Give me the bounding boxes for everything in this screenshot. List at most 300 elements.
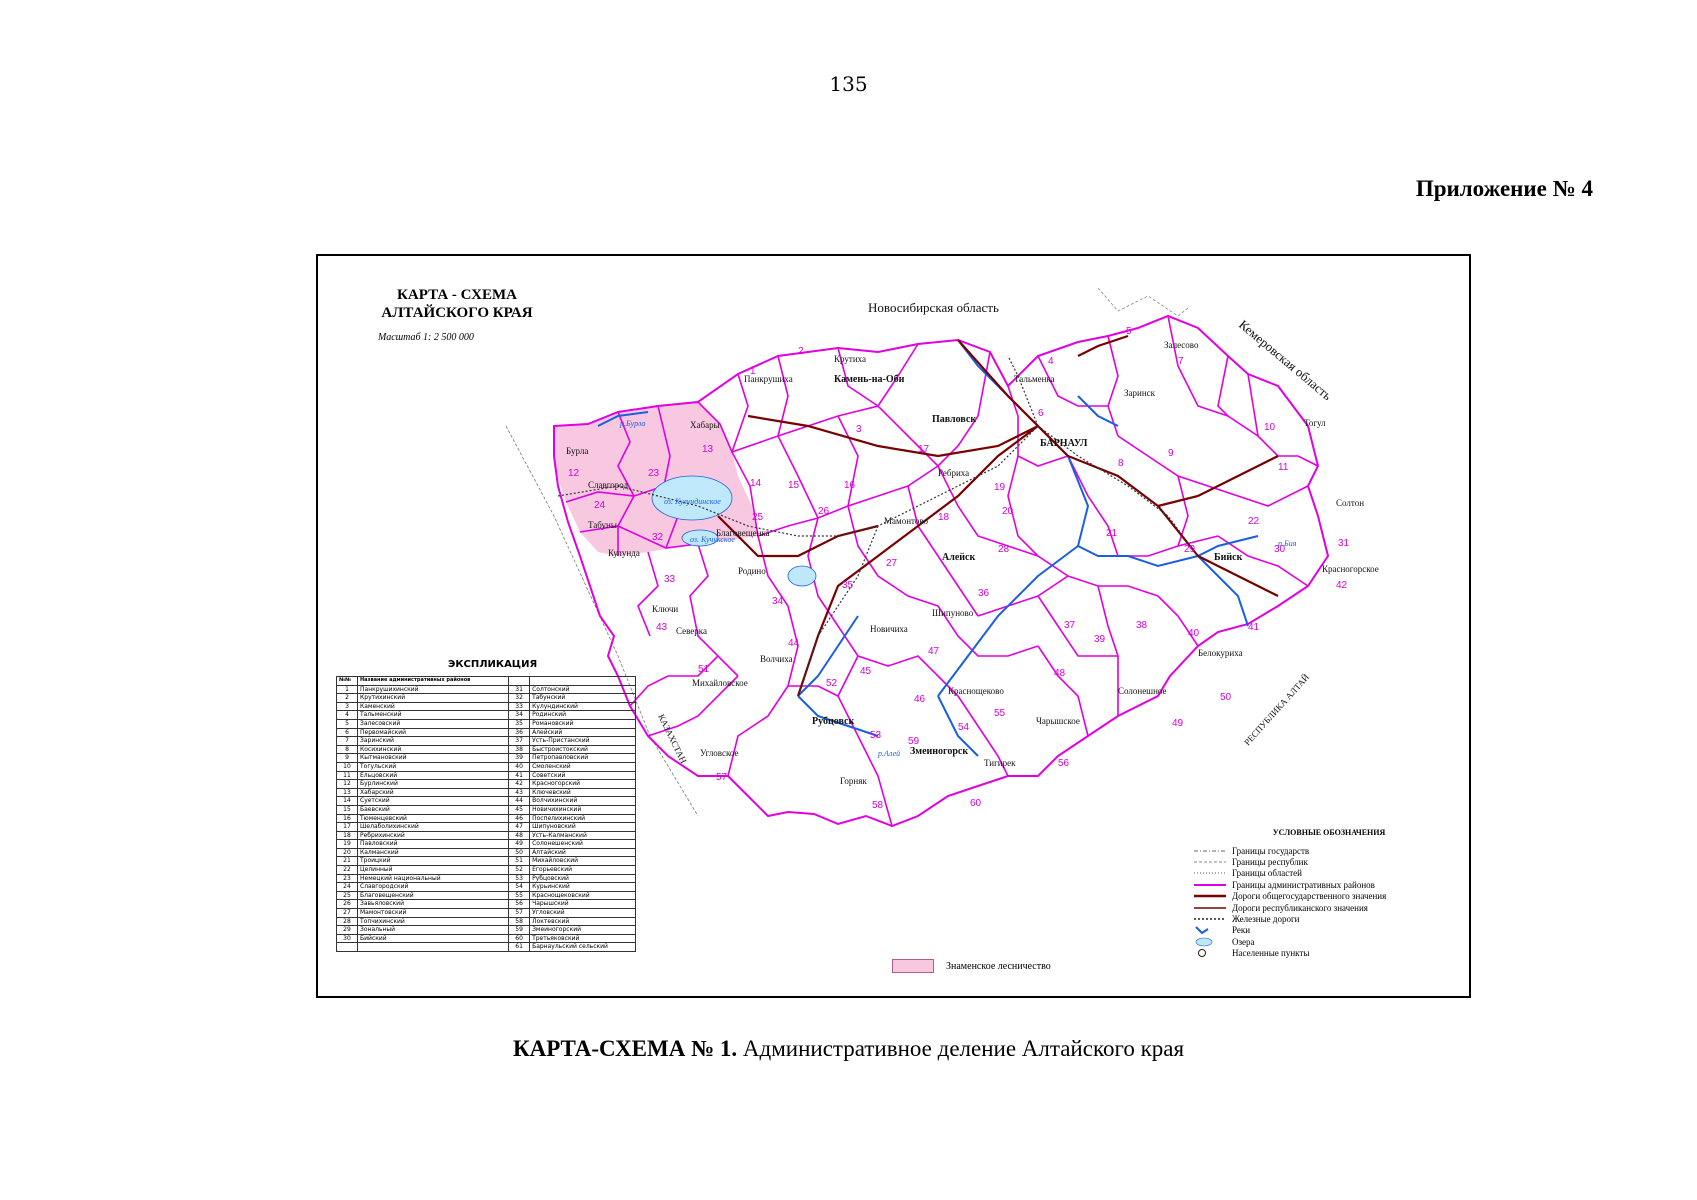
district-number: 55 [509, 891, 530, 900]
svg-text:38: 38 [1136, 620, 1148, 631]
district-name: Ключевский [530, 788, 636, 797]
explication-row [337, 728, 636, 737]
place-rebrikha: Ребриха [938, 468, 970, 478]
district-name: Петропавловский [530, 754, 636, 763]
svg-text:29: 29 [1184, 544, 1196, 555]
district-name: Усть-Пристанский [530, 737, 636, 746]
explication-row [337, 909, 636, 918]
label-novosibirsk: Новосибирская область [868, 300, 999, 315]
place-severka: Северка [676, 626, 708, 636]
district-name: Локтевский [530, 917, 636, 926]
district-name: Красногорский [530, 780, 636, 789]
state-symbol-icon [1194, 846, 1226, 856]
explication-row [337, 883, 636, 892]
district-number: 27 [337, 909, 358, 918]
district-number: 8 [337, 745, 358, 754]
legend-title: УСЛОВНЫЕ ОБОЗНАЧЕНИЯ [1272, 828, 1386, 837]
district-name: Табунский [530, 694, 636, 703]
svg-text:21: 21 [1106, 528, 1118, 539]
district-name: Немецкий национальный [358, 874, 509, 883]
place-soloneshnoe: Солонешное [1118, 686, 1167, 696]
river-symbol-icon [1194, 925, 1226, 935]
place-shipunovo: Шипуново [932, 608, 974, 618]
district-name: Зональный [358, 926, 509, 935]
place-tabuny: Табуны [588, 520, 617, 530]
explication-row [337, 702, 636, 711]
district-number: 47 [509, 823, 530, 832]
svg-text:42: 42 [1336, 580, 1348, 591]
district-name: Бурлинский [358, 780, 509, 789]
district-number: 25 [337, 891, 358, 900]
svg-text:12: 12 [568, 468, 580, 479]
road-fed-symbol-icon [1194, 891, 1226, 901]
district-name: Мамонтовский [358, 909, 509, 918]
district-name: Первомайский [358, 728, 509, 737]
district-number: 6 [337, 728, 358, 737]
district-name: Усть-Калманский [530, 831, 636, 840]
legend-label: Границы государств [1232, 845, 1310, 856]
explication-row [337, 814, 636, 823]
svg-text:34: 34 [772, 596, 784, 607]
place-mikhaylovskoe: Михайловское [692, 678, 748, 688]
district-name: Алейский [530, 728, 636, 737]
svg-text:30: 30 [1274, 544, 1286, 555]
district-number: 32 [509, 694, 530, 703]
explication-row [337, 891, 636, 900]
district-name: Тюменцевский [358, 814, 509, 823]
city-zarinsk: Заринск [1124, 388, 1156, 398]
legend-label: Границы республик [1232, 857, 1308, 868]
svg-text:25: 25 [752, 512, 764, 523]
city-pavlovsk: Павловск [932, 414, 977, 425]
district-name [358, 943, 509, 952]
lake-label-kulundinskoe: оз. Кулундинское [664, 497, 721, 506]
place-khabary: Хабары [690, 420, 720, 430]
district-name: Шипуновский [530, 823, 636, 832]
place-krasnogorskoe: Красногорское [1322, 564, 1379, 574]
explication-row [337, 926, 636, 935]
place-klyuchi: Ключи [652, 604, 679, 614]
district-number: 18 [337, 831, 358, 840]
svg-text:27: 27 [886, 558, 898, 569]
explication-row [337, 745, 636, 754]
explication-row [337, 805, 636, 814]
svg-text:19: 19 [994, 482, 1006, 493]
republic-symbol-icon [1194, 857, 1226, 867]
svg-text:39: 39 [1094, 634, 1106, 645]
svg-text:47: 47 [928, 646, 940, 657]
district-name: Тогульский [358, 762, 509, 771]
district-name: Ребрихинский [358, 831, 509, 840]
svg-text:15: 15 [788, 480, 800, 491]
district-name: Крутихинский [358, 694, 509, 703]
svg-text:60: 60 [970, 798, 982, 809]
place-mamontovo: Мамонтово [884, 516, 929, 526]
district-name: Бийский [358, 934, 509, 943]
district-name: Завьяловский [358, 900, 509, 909]
district-number: 17 [337, 823, 358, 832]
city-slavgorod: Славгород [588, 480, 629, 490]
district-number: 33 [509, 702, 530, 711]
rail-symbol-icon [1194, 914, 1226, 924]
svg-text:2: 2 [798, 346, 804, 357]
district-name: Смоленский [530, 762, 636, 771]
explication-row [337, 917, 636, 926]
district-number: 52 [509, 866, 530, 875]
river-label-biya: р.Бия [1278, 539, 1297, 548]
district-number: 28 [337, 917, 358, 926]
explication-row [337, 737, 636, 746]
settlement-symbol-icon [1194, 948, 1226, 958]
district-number: 43 [509, 788, 530, 797]
city-biysk: Бийск [1214, 552, 1243, 563]
explication-row [337, 840, 636, 849]
district-number: 31 [509, 685, 530, 694]
district-name: Топчихинский [358, 917, 509, 926]
district-name: Славгородский [358, 883, 509, 892]
appendix-label: Приложение № 4 [1415, 176, 1593, 201]
svg-text:40: 40 [1188, 628, 1200, 639]
district-name: Родинский [530, 711, 636, 720]
legend-item [1194, 902, 1464, 913]
svg-text:35: 35 [842, 580, 854, 591]
legend-item [1194, 856, 1464, 867]
explication-row [337, 857, 636, 866]
forestry-swatch [892, 959, 934, 973]
map-frame [316, 254, 1471, 998]
place-blagoveshchenka: Благовещенка [716, 528, 770, 538]
svg-text:4: 4 [1048, 356, 1054, 367]
district-name: Курьинский [530, 883, 636, 892]
city-barnaul: БАРНАУЛ [1040, 438, 1088, 449]
district-number: 16 [337, 814, 358, 823]
roads [718, 336, 1278, 696]
district-number: 50 [509, 848, 530, 857]
map-scale: Масштаб 1: 2 500 000 [378, 332, 474, 343]
explication-row [337, 762, 636, 771]
district-number: 46 [509, 814, 530, 823]
svg-text:53: 53 [870, 730, 882, 741]
svg-text:32: 32 [652, 532, 664, 543]
district-name: Калманский [358, 848, 509, 857]
legend-item [1194, 925, 1464, 936]
district-number: 14 [337, 797, 358, 806]
district-name: Краснощековский [530, 891, 636, 900]
lake-label-kuchukskoe: оз. Кучукское [690, 535, 735, 544]
svg-text:14: 14 [750, 478, 762, 489]
river-label-alei: р.Алей [878, 749, 901, 758]
svg-text:37: 37 [1064, 620, 1076, 631]
svg-text:22: 22 [1248, 516, 1260, 527]
explication-row [337, 685, 636, 694]
svg-text:59: 59 [908, 736, 920, 747]
district-name: Кулундинский [530, 702, 636, 711]
district-number: 39 [509, 754, 530, 763]
explication-header: №№ Название административных районов [337, 677, 636, 686]
district-number: 24 [337, 883, 358, 892]
district-name: Суетский [358, 797, 509, 806]
district-name: Солонешенский [530, 840, 636, 849]
district-number: 56 [509, 900, 530, 909]
svg-text:43: 43 [656, 622, 668, 633]
district-name: Чарышский [530, 900, 636, 909]
place-krasnoshchekovo: Краснощеково [948, 686, 1004, 696]
svg-text:46: 46 [914, 694, 926, 705]
place-solton: Солтон [1336, 498, 1365, 508]
district-number: 5 [337, 719, 358, 728]
svg-text:6: 6 [1038, 408, 1044, 419]
svg-text:36: 36 [978, 588, 990, 599]
district-name: Змеиногорский [530, 926, 636, 935]
page-number: 135 [829, 72, 868, 96]
district-name: Шелаболихинский [358, 823, 509, 832]
legend-label: Границы административных районов [1232, 879, 1375, 890]
explication-row [337, 848, 636, 857]
district-number: 23 [337, 874, 358, 883]
svg-text:3: 3 [856, 424, 862, 435]
district-number: 40 [509, 762, 530, 771]
figure-caption [0, 1036, 1697, 1062]
district-name: Новичихинский [530, 805, 636, 814]
district-name: Егорьевский [530, 866, 636, 875]
svg-text:58: 58 [872, 800, 884, 811]
svg-text:45: 45 [860, 666, 872, 677]
explication-row [337, 797, 636, 806]
legend-item [1194, 913, 1464, 924]
legend-item [1194, 879, 1464, 890]
district-name: Быстроистокский [530, 745, 636, 754]
label-kazakhstan: КАЗАХСТАН [656, 712, 689, 765]
place-zalesovo: Залесово [1164, 340, 1199, 350]
place-charyshskoe: Чарышское [1036, 716, 1080, 726]
svg-text:26: 26 [818, 506, 830, 517]
svg-text:28: 28 [998, 544, 1010, 555]
district-name: Третьяковский [530, 934, 636, 943]
legend-label: Дороги общегосударственного значения [1232, 891, 1387, 902]
svg-text:55: 55 [994, 708, 1006, 719]
forestry-label: Знаменское лесничество [946, 960, 1051, 972]
city-rubtsovsk: Рубцовск [812, 716, 855, 727]
district-name: Залесовский [358, 719, 509, 728]
district-name: Баевский [358, 805, 509, 814]
explication-row [337, 934, 636, 943]
svg-text:20: 20 [1002, 506, 1014, 517]
svg-text:44: 44 [788, 638, 800, 649]
district-numbers [568, 326, 1350, 811]
district-name: Каменский [358, 702, 509, 711]
district-number: 53 [509, 874, 530, 883]
place-belokurikha: Белокуриха [1198, 648, 1243, 658]
svg-text:13: 13 [702, 444, 714, 455]
map-title-line1: КАРТА - СХЕМА [397, 287, 517, 303]
district-name: Павловский [358, 840, 509, 849]
district-number: 42 [509, 780, 530, 789]
district-name: Романовский [530, 719, 636, 728]
district-name: Целинный [358, 866, 509, 875]
district-number: 19 [337, 840, 358, 849]
place-uglovskoe: Угловское [700, 748, 739, 758]
district-number: 36 [509, 728, 530, 737]
caption-bold: КАРТА-СХЕМА № 1. [512, 1036, 738, 1061]
legend-label: Железные дороги [1232, 914, 1300, 925]
explication-table [336, 676, 636, 952]
label-kemerovo: Кемеровская область [1236, 316, 1335, 404]
place-kulunda: Кулунда [608, 548, 640, 558]
svg-text:54: 54 [958, 722, 970, 733]
legend-label: Дороги республиканского значения [1232, 902, 1368, 913]
svg-text:10: 10 [1264, 422, 1276, 433]
district-number: 9 [337, 754, 358, 763]
district-number: 10 [337, 762, 358, 771]
svg-text:8: 8 [1118, 458, 1124, 469]
district-number: 26 [337, 900, 358, 909]
district-number: 4 [337, 711, 358, 720]
svg-text:31: 31 [1338, 538, 1350, 549]
district-name: Троицкий [358, 857, 509, 866]
road-rep-symbol-icon [1194, 903, 1226, 913]
district-number: 22 [337, 866, 358, 875]
district-number: 3 [337, 702, 358, 711]
district-number: 7 [337, 737, 358, 746]
explication-row [337, 771, 636, 780]
svg-text:23: 23 [648, 468, 660, 479]
explication-row [337, 694, 636, 703]
district-number: 21 [337, 857, 358, 866]
legend-label: Реки [1232, 925, 1251, 936]
place-volchikha: Волчиха [760, 654, 793, 664]
place-talmenka: Тальменка [1014, 374, 1055, 384]
place-krutikha: Крутиха [834, 354, 867, 364]
explication-body [337, 685, 636, 951]
district-symbol-icon [1194, 880, 1226, 890]
svg-text:5: 5 [1126, 326, 1132, 337]
svg-text:24: 24 [594, 500, 606, 511]
svg-text:33: 33 [664, 574, 676, 585]
explication-row [337, 900, 636, 909]
legend-item [1194, 845, 1464, 856]
explication-row [337, 831, 636, 840]
svg-text:11: 11 [1278, 462, 1289, 473]
map-title [362, 286, 552, 322]
district-number: 12 [337, 780, 358, 789]
river-label-burla: р.Бурла [620, 419, 646, 428]
svg-text:41: 41 [1248, 622, 1260, 633]
explication-row [337, 780, 636, 789]
district-number: 29 [337, 926, 358, 935]
place-pankrushikha: Панкрушиха [744, 374, 793, 384]
district-number: 1 [337, 685, 358, 694]
explication-row [337, 711, 636, 720]
map-title-line2: АЛТАЙСКОГО КРАЯ [381, 305, 533, 321]
district-name: Алтайский [530, 848, 636, 857]
legend-item [1194, 868, 1464, 879]
explication-row [337, 754, 636, 763]
district-number: 11 [337, 771, 358, 780]
district-number: 54 [509, 883, 530, 892]
explication-row [337, 874, 636, 883]
oblast-symbol-icon [1194, 868, 1226, 878]
legend-items [1194, 845, 1464, 959]
lake-gorkoe [788, 566, 816, 586]
district-name: Михайловский [530, 857, 636, 866]
district-number: 59 [509, 926, 530, 935]
place-gornyak: Горняк [840, 776, 867, 786]
svg-text:56: 56 [1058, 758, 1070, 769]
caption-text: Административное деление Алтайского края [737, 1036, 1185, 1061]
explication-row [337, 866, 636, 875]
district-name: Косихинский [358, 745, 509, 754]
label-altai-republic: РЕСПУБЛИКА АЛТАЙ [1242, 672, 1312, 748]
district-number: 2 [337, 694, 358, 703]
place-tigirek: Тигирек [984, 758, 1016, 768]
city-aleysk: Алейск [942, 552, 976, 563]
explication-row [337, 943, 636, 952]
map-legend [1194, 828, 1464, 959]
district-number: 51 [509, 857, 530, 866]
district-number: 38 [509, 745, 530, 754]
district-name: Солтонский [530, 685, 636, 694]
district-number: 20 [337, 848, 358, 857]
district-name: Рубцовский [530, 874, 636, 883]
district-number: 45 [509, 805, 530, 814]
district-name: Тальменский [358, 711, 509, 720]
district-name: Волчихинский [530, 797, 636, 806]
explication-row [337, 788, 636, 797]
svg-text:57: 57 [716, 772, 728, 783]
district-number: 37 [509, 737, 530, 746]
svg-text:50: 50 [1220, 692, 1232, 703]
place-togul: Тогул [1304, 418, 1326, 428]
explication-row [337, 823, 636, 832]
district-number: 34 [509, 711, 530, 720]
district-number: 15 [337, 805, 358, 814]
district-number: 41 [509, 771, 530, 780]
district-name: Заринский [358, 737, 509, 746]
legend-item [1194, 948, 1464, 959]
forestry-legend [892, 959, 1051, 973]
district-number [337, 943, 358, 952]
legend-label: Озера [1232, 936, 1255, 947]
district-number: 57 [509, 909, 530, 918]
district-number: 58 [509, 917, 530, 926]
district-name: Советский [530, 771, 636, 780]
svg-text:52: 52 [826, 678, 838, 689]
explication-row [337, 719, 636, 728]
svg-text:16: 16 [844, 480, 856, 491]
place-burla: Бурла [566, 446, 589, 456]
svg-text:49: 49 [1172, 718, 1184, 729]
svg-text:17: 17 [918, 444, 930, 455]
legend-label: Границы областей [1232, 868, 1302, 879]
svg-text:7: 7 [1178, 356, 1184, 367]
place-novichikha: Новичиха [870, 624, 908, 634]
place-rodino: Родино [738, 566, 766, 576]
district-name: Благовещенский [358, 891, 509, 900]
legend-label: Населенные пункты [1232, 948, 1310, 959]
lake-symbol-icon [1194, 937, 1226, 947]
svg-text:1: 1 [750, 366, 756, 377]
district-name: Барнаульский сельский [530, 943, 636, 952]
district-name: Поспелихинский [530, 814, 636, 823]
district-name: Хабарский [358, 788, 509, 797]
district-number: 35 [509, 719, 530, 728]
district-number: 48 [509, 831, 530, 840]
district-number: 30 [337, 934, 358, 943]
svg-text:9: 9 [1168, 448, 1174, 459]
district-name: Панкрушихинский [358, 685, 509, 694]
district-number: 61 [509, 943, 530, 952]
district-number: 44 [509, 797, 530, 806]
